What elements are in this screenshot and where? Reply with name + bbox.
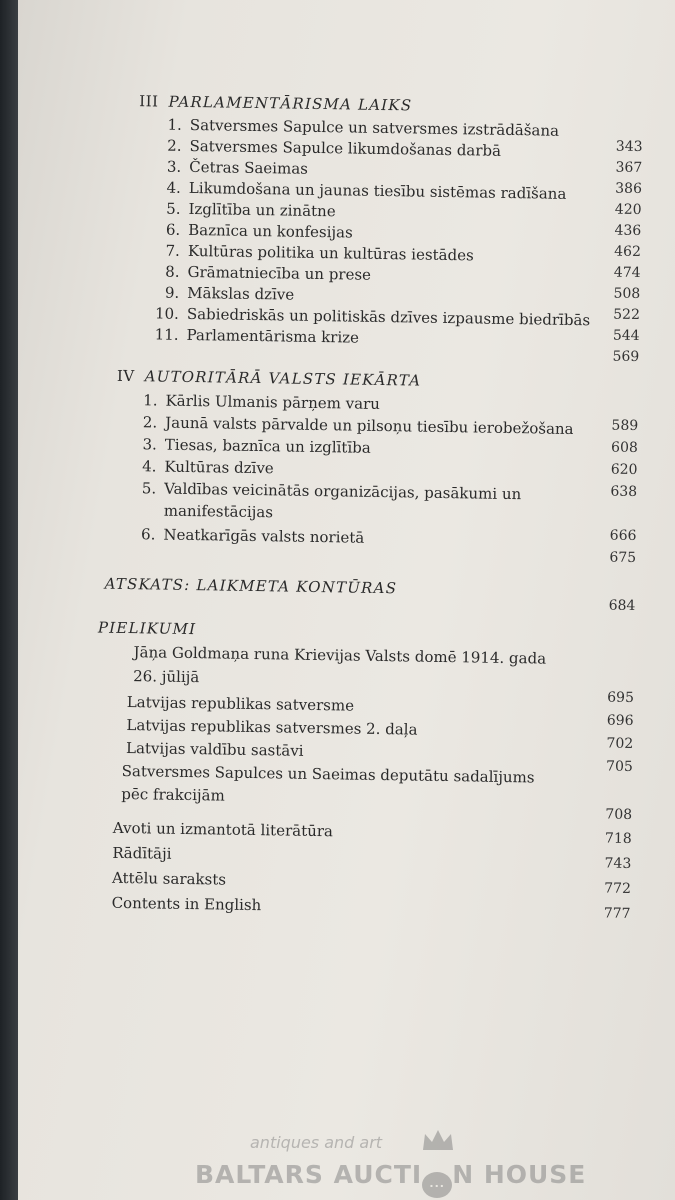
page-number: 620 xyxy=(610,461,638,479)
watermark-o-dots: ... xyxy=(422,1172,452,1198)
toc-entry: Attēlu saraksts xyxy=(111,868,227,889)
page-number: 743 xyxy=(604,855,632,872)
toc-entry: Latvijas republikas satversme xyxy=(126,693,355,715)
toc-entry: 8. Grāmatniecība un prese xyxy=(165,262,372,284)
toc-entry: Jāņa Goldmaņa runa Krievijas Valsts domē 1914. gada xyxy=(133,643,547,668)
toc-entry: 2. Jaunā valsts pārvalde un pilsoņu tiesību ierobežošana xyxy=(142,413,574,439)
page-number: 696 xyxy=(606,712,634,729)
toc-entry: pēc frakcijām xyxy=(121,784,225,805)
crown-icon xyxy=(421,1128,455,1152)
page-number: 462 xyxy=(614,243,642,261)
toc-entry: 2. Satversmes Sapulce likumdošanas darbā xyxy=(167,136,502,160)
page-number: 718 xyxy=(604,830,632,847)
watermark-tagline: antiques and art xyxy=(250,1133,383,1152)
toc-entry: 11. Parlamentārisma krize xyxy=(154,325,360,347)
page-number: 705 xyxy=(605,758,633,775)
book-page xyxy=(18,0,675,1200)
page-number: 684 xyxy=(608,597,636,614)
toc-entry: 5. Valdības veicinātās organizācijas, pasākumi un xyxy=(141,479,522,504)
page-number: 702 xyxy=(606,735,634,752)
page-number: 522 xyxy=(613,306,641,324)
toc-entry: Avoti un izmantotā literātūra xyxy=(112,818,334,841)
page-number: 386 xyxy=(615,180,643,198)
atskats-heading: ATSKATS: LAIKMETA KONTŪRAS xyxy=(104,574,398,598)
toc-entry: 1. Kārlis Ulmanis pārņem varu xyxy=(143,391,381,413)
toc-entry: Rādītāji xyxy=(112,843,172,863)
toc-entry: Latvijas republikas satversmes 2. daļa xyxy=(126,716,418,739)
toc-entry: Latvijas valdību sastāvi xyxy=(125,739,304,760)
toc-entry: 26. jūlijā xyxy=(133,667,200,687)
section-number: III xyxy=(139,92,159,111)
toc-entry: 10. Sabiedriskās un politiskās dzīves izpausme biedrībās xyxy=(154,304,591,330)
toc-entry: 4. Likumdošana un jaunas tiesību sistēmas radīšana xyxy=(166,178,567,203)
toc-entry: Contents in English xyxy=(111,893,262,915)
toc-entry: 7. Kultūras politika un kultūras iestādes xyxy=(165,241,474,265)
watermark-logo: BALTARS AUCTI ... N HOUSE xyxy=(195,1160,586,1198)
page-number: 420 xyxy=(614,201,642,219)
toc-entry: 1. Satversmes Sapulce un satversmes izstrādāšana xyxy=(167,115,560,140)
page-number: 544 xyxy=(612,327,640,345)
page-number: 708 xyxy=(605,806,633,823)
toc-entry: Satversmes Sapulces un Saeimas deputātu sadalījums xyxy=(121,761,535,787)
page-number: 474 xyxy=(613,264,641,282)
page-number: 436 xyxy=(614,222,642,240)
page-edge xyxy=(0,0,18,1200)
toc-entry: 3. Tiesas, baznīca un izglītība xyxy=(142,435,371,457)
page-number: 695 xyxy=(607,689,635,706)
page-number: 343 xyxy=(615,138,643,156)
toc-content xyxy=(18,0,675,1200)
page-number: 608 xyxy=(610,439,638,457)
toc-entry: 9. Mākslas dzīve xyxy=(164,283,295,304)
page-number: 569 xyxy=(612,348,640,366)
section-number: IV xyxy=(116,366,135,386)
section-heading-iii xyxy=(139,92,412,114)
page-number: 589 xyxy=(611,417,639,435)
page-number: 777 xyxy=(603,905,631,922)
section-heading-iv xyxy=(117,367,422,390)
section-title: PARLAMENTĀRISMA LAIKS xyxy=(168,92,413,115)
toc-entry: 4. Kultūras dzīve xyxy=(142,457,274,478)
toc-entry: manifestācijas xyxy=(163,501,274,522)
page-number: 666 xyxy=(609,527,637,545)
toc-entry: 3. Četras Saeimas xyxy=(166,157,309,178)
toc-entry: 6. Baznīca un konfesijas xyxy=(165,220,353,242)
page-number: 508 xyxy=(613,285,641,303)
page-number: 772 xyxy=(604,880,632,897)
toc-entry: 6. Neatkarīgās valsts norietā xyxy=(140,525,365,547)
page-number: 367 xyxy=(615,159,643,177)
pielikumi-heading: PIELIKUMI xyxy=(97,618,197,639)
page-number: 638 xyxy=(610,483,638,501)
section-title: AUTORITĀRĀ VALSTS IEKĀRTA xyxy=(144,367,422,390)
page-number: 675 xyxy=(609,549,637,567)
toc-entry: 5. Izglītība un zinātne xyxy=(166,199,336,221)
